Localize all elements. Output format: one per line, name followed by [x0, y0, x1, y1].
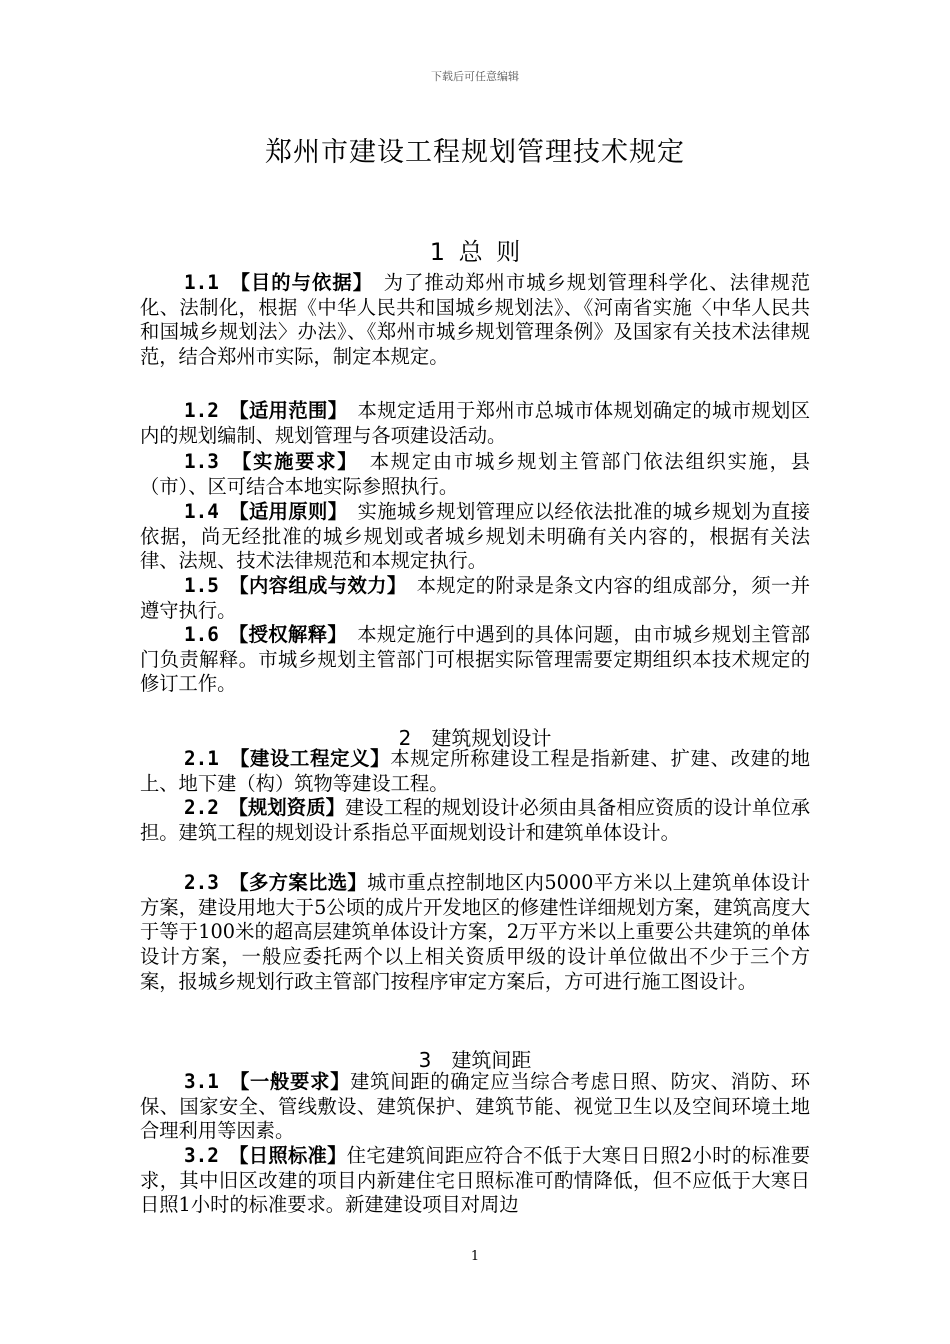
section-1-2 [140, 399, 810, 448]
section-tag: 【目的与依据】 [240, 271, 374, 294]
section-tag: 【实施要求】 [241, 450, 359, 473]
document-title: 郑州市建设工程规划管理技术规定 [265, 137, 685, 168]
section-number: 1.2 [184, 399, 219, 422]
section-text: 实施城乡规划管理应以经依法批准的城乡规划为直接依据，尚无经批准的城乡规划或者城乡规划未明确有关内容的，根据有关法律、法规、技术法律规范和本规定执行。 [140, 500, 811, 573]
section-tag: 【一般要求】 [239, 1070, 351, 1093]
chapter-heading-2: 2 建筑规划设计 [398, 726, 552, 750]
section-text: 为了推动郑州市城乡规划管理科学化、法律规范化、法制化，根据《中华人民共和国城乡规划法》、《河南省实施〈中华人民共和国城乡规划法〉办法》、《郑州市城乡规划管理条例》及国家有关技术法律规范，结合郑州市实际，制定本规定。 [140, 271, 811, 369]
section-tag: 【适用原则】 [238, 500, 348, 523]
section-tag: 【内容组成与效力】 [238, 574, 407, 597]
section-number: 1.3 [184, 450, 219, 473]
chapter-heading-3: 3 建筑间距 [418, 1048, 532, 1072]
section-1-6 [140, 623, 810, 697]
section-text: 本规定适用于郑州市总城市体规划确定的城市规划区内的规划编制、规划管理与各项建设活动。 [140, 399, 811, 447]
section-tag: 【多方案比选】 [238, 871, 368, 894]
section-number: 2.2 [184, 796, 219, 819]
section-text: 本规定的附录是条文内容的组成部分，须一并遵守执行。 [140, 574, 811, 622]
section-text: 本规定所称建设工程是指新建、扩建、改建的地上、地下建（构）筑物等建设工程。 [140, 747, 811, 795]
section-2-2 [140, 796, 810, 845]
section-text: 本规定施行中遇到的具体问题，由市城乡规划主管部门负责解释。市城乡规划主管部门可根据实际管理需要定期组织本技术规定的修订工作。 [140, 623, 811, 696]
section-tag: 【日照标准】 [238, 1144, 347, 1167]
section-number: 1.1 [184, 271, 219, 294]
section-tag: 【规划资质】 [238, 796, 345, 819]
section-1-4 [140, 500, 810, 574]
chapter-heading-1: 1 总 则 [429, 238, 521, 266]
section-1-5 [140, 574, 810, 623]
section-number: 1.5 [184, 574, 219, 597]
section-3-2 [140, 1144, 810, 1218]
section-number: 2.3 [184, 871, 219, 894]
section-number: 3.1 [184, 1070, 219, 1093]
section-1-3 [140, 450, 810, 499]
section-1-1 [140, 271, 810, 370]
section-3-1 [140, 1070, 810, 1144]
section-number: 1.6 [184, 623, 219, 646]
section-text: 建筑间距的确定应当综合考虑日照、防灾、消防、环保、国家安全、管线敷设、建筑保护、建筑节能、视觉卫生以及空间环境土地合理利用等因素。 [140, 1070, 811, 1143]
section-text: 建设工程的规划设计必须由具备相应资质的设计单位承担。建筑工程的规划设计系指总平面规划设计和建筑单体设计。 [140, 796, 810, 844]
section-text: 本规定由市城乡规划主管部门依法组织实施，县（市）、区可结合本地实际参照执行。 [140, 450, 811, 498]
section-tag: 【适用范围】 [238, 399, 348, 422]
section-number: 1.4 [184, 500, 219, 523]
header-note: 下载后可任意编辑 [431, 70, 519, 83]
section-2-1 [140, 747, 810, 796]
section-number: 2.1 [184, 747, 219, 770]
section-text: 住宅建筑间距应符合不低于大寒日日照2小时的标准要求，其中旧区改建的项目内新建住宅日照标准可酌情降低，但不应低于大寒日日照1小时的标准要求。新建建设项目对周边 [140, 1144, 810, 1217]
page-number: 1 [470, 1249, 480, 1264]
section-text: 城市重点控制地区内5000平方米以上建筑单体设计方案，建设用地大于5公顷的成片开发地区的修建性详细规划方案，建筑高度大于等于100米的超高层建筑单体设计方案，2万平方米以上重要公共建筑的单体设计方案，一般应委托两个以上相关资质甲级的设计单位做出不少于三个方案，报城乡规划行政主管部门按程序审定方案后，方可进行施工图设计。 [140, 871, 810, 993]
section-2-3 [140, 871, 810, 995]
section-number: 3.2 [184, 1144, 219, 1167]
section-tag: 【建设工程定义】 [239, 747, 391, 770]
section-tag: 【授权解释】 [228, 623, 348, 646]
